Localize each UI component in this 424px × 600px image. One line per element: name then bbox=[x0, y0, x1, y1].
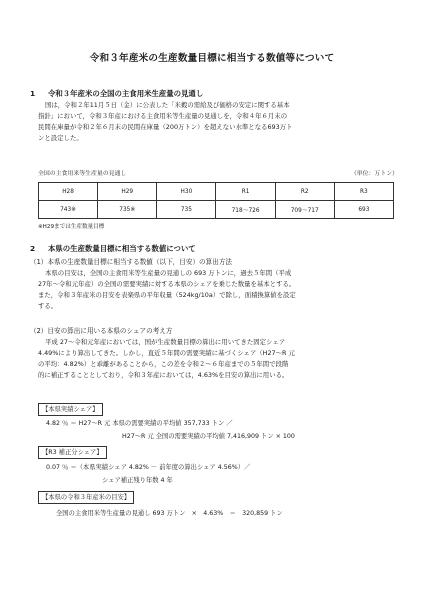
table-header-cell: R3 bbox=[334, 183, 393, 201]
section2-number: 2 bbox=[30, 244, 36, 253]
box3-formula-line1: 全国の主食用米等生産量の見通し 693 万トン × 4.63% ＝ 320,859 トン bbox=[56, 510, 283, 517]
table-caption-row bbox=[38, 168, 398, 177]
box2-formula-line1: 0.07 ％ ＝（本県実績シェア 4.82% － 前年度の算出シェア 4.56%）／ bbox=[46, 464, 251, 471]
section1-number: 1 bbox=[30, 89, 36, 98]
table-value-cell: 743※ bbox=[39, 201, 98, 219]
document-title: 令和３年産米の生産数量目標に相当する数値等について bbox=[89, 53, 335, 64]
box1-formula-line1: 4.82 ％ ＝ H27～R 元 本県の需要実績の平均値 357,733 トン ／ bbox=[46, 420, 233, 427]
box2-formula-line2: シェア補正残り年数 4 年 bbox=[102, 477, 173, 484]
section2-heading-text: 本県の生産数量目標に相当する数値について bbox=[48, 244, 196, 253]
subsection1-line: する。 bbox=[38, 302, 58, 310]
table-header-cell: H28 bbox=[39, 183, 98, 201]
production-table bbox=[38, 182, 394, 219]
table-note: ※H29までは生産数量目標 bbox=[38, 224, 105, 230]
section1-line: 国は，令和２年11月５日（金）に公表した「米穀の需給及び価格の安定に関する基本 bbox=[45, 101, 290, 109]
table-value-cell: 693 bbox=[334, 201, 393, 219]
table-value-row bbox=[39, 201, 394, 219]
box3-label: 【本県の令和３年産米の目安】 bbox=[38, 491, 134, 504]
subsection2-paragraph bbox=[38, 337, 396, 381]
subsection2-line: 平成 27～令和元年産においては，国が生産数量目標の算出に用いてきた固定シェア bbox=[45, 338, 286, 346]
subsection1-line: 27年～令和元年産）の全国の需要実績に対する本県のシェアを乗じた数量を基本とする。 bbox=[38, 280, 296, 288]
table-header-cell: R1 bbox=[216, 183, 275, 201]
subsection1-paragraph bbox=[38, 268, 396, 312]
table-caption: 全国の主食用米等生産量の見通し bbox=[38, 171, 127, 177]
table-value-cell: 709～717 bbox=[275, 201, 334, 219]
box1-formula-line2: H27～R 元 全国の需要実績の平均値 7,416,909 トン × 100 bbox=[122, 433, 295, 440]
subsection2-line: 的に補正することとしており，令和３年産においては，4.63%を目安の算出に用いる。 bbox=[38, 371, 289, 379]
subsection1-line: 本県の目安は，全国の主食用米等生産量の見通しの 693 万トンに，過去５年間（平成 bbox=[45, 269, 292, 277]
section1-heading bbox=[30, 88, 203, 99]
section1-heading-text: 令和３年産米の全国の主食用米生産量の見通し bbox=[48, 89, 204, 98]
table-header-row bbox=[39, 183, 394, 201]
box1-label: 【本県実績シェア】 bbox=[38, 403, 103, 416]
section2-heading bbox=[30, 243, 196, 254]
subsection1-line: また，令和３年産米の目安を表楽県の平年収量（524kg/10a）で除し，面積換算値を設定 bbox=[38, 291, 296, 299]
table-header-cell: H30 bbox=[157, 183, 216, 201]
table-value-cell: 718～726 bbox=[216, 201, 275, 219]
subsection2-line: 4.49%により算出してきた。しかし，直近５年間の需要実績に基づくシェア（H27～R 元 bbox=[38, 349, 295, 357]
box2-label: 【R3 補正分シェア】 bbox=[38, 446, 107, 459]
table-value-cell: 735 bbox=[157, 201, 216, 219]
section1-line: 民間在庫量が令和２年６月末の民間在庫量（200万トン）を超えない水準となる693万ト bbox=[38, 123, 293, 131]
table-header-cell: R2 bbox=[275, 183, 334, 201]
table-unit: （単位：万トン） bbox=[350, 171, 398, 177]
section1-paragraph bbox=[38, 100, 396, 144]
section1-line: 指針」において，令和３年産における主食用米等生産量の見通しを，令和４年６月末の bbox=[38, 112, 288, 120]
table-header-cell: H29 bbox=[98, 183, 157, 201]
subsection2-heading: （2）目安の算出に用いる本県のシェアの考え方 bbox=[30, 327, 173, 335]
subsection1-heading: （1）本県の生産数量目標に相当する数値（以下，目安）の算出方法 bbox=[30, 258, 233, 266]
table-value-cell: 735※ bbox=[98, 201, 157, 219]
subsection2-line: の平均：4.82%）と乖離があることから，この差を令和２～６年産までの５年間で段階 bbox=[38, 360, 289, 368]
section1-line: ンと設定した。 bbox=[38, 134, 83, 142]
